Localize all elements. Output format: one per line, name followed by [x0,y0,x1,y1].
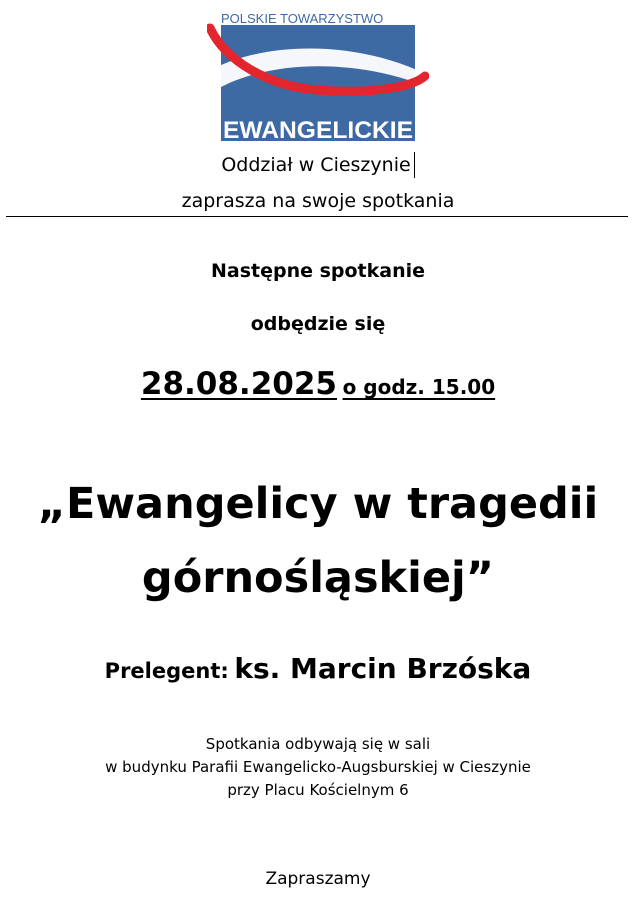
speaker-label: Prelegent: [104,659,229,683]
header-divider [6,216,628,217]
venue-line-2: w budynku Parafii Ewangelicko-Augsburskiej w Cieszynie [105,758,531,776]
venue-line-3: przy Placu Kościelnym 6 [227,781,409,799]
branch-name: Oddział w Cieszynie [221,154,411,176]
venue-line-1: Spotkania odbywają się w sali [205,735,431,753]
branch-line [0,152,636,178]
text-cursor [414,152,415,178]
speaker-name: ks. Marcin Brzóska [234,652,532,685]
lecture-title-line-1: „Ewangelicy w tragedii [37,479,599,529]
meeting-datetime [0,362,636,411]
meeting-date: 28.08.2025 [140,366,337,402]
speaker-line [0,648,636,694]
next-meeting-heading: Następne spotkanie [210,260,426,282]
logo-top-text: POLSKIE TOWARZYSTWO [221,11,384,26]
next-meeting-subheading: odbędzie się [250,313,386,335]
meeting-time: o godz. 15.00 [342,375,496,399]
venue-info [0,733,636,802]
logo-bottom-text: EWANGELICKIE [223,117,413,144]
organization-logo [207,10,429,145]
invite-line: zaprasza na swoje spotkania [181,190,455,212]
closing-invitation: Zapraszamy [265,869,371,889]
lecture-title-line-2: górnośląskiej” [141,553,495,603]
